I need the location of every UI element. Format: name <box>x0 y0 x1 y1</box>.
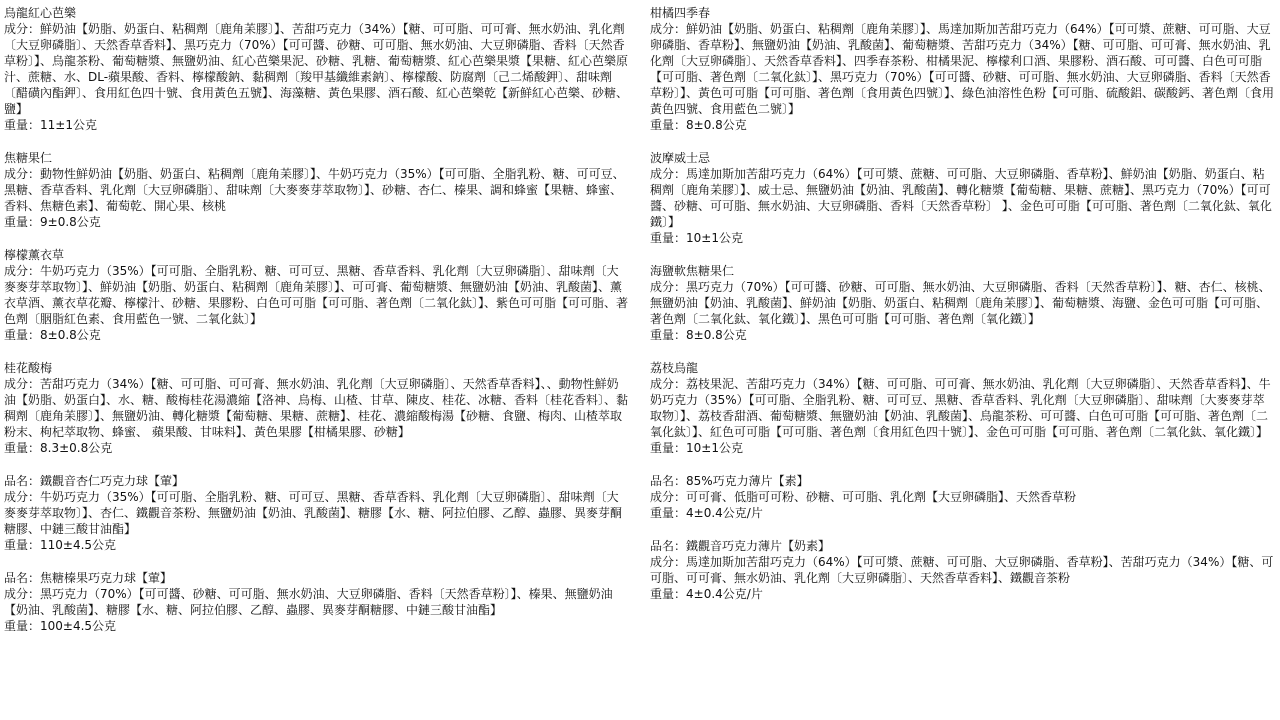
product-title: 品名：鐵觀音杏仁巧克力球【葷】 <box>4 474 185 488</box>
product-block <box>650 473 1276 521</box>
product-block <box>4 150 630 230</box>
product-ingredients: 成分：黑巧克力（70%）【可可醬、砂糖、可可脂、無水奶油、大豆卵磷脂、香料〔天然香草粉〕】、榛果、無鹽奶油【奶油、乳酸菌】、糖膠【水、糖、阿拉伯膠、乙醇、蟲膠、異麥芽酮糖膠、中鏈三酸甘油酯】 <box>4 587 613 617</box>
product-ingredients: 成分：荔枝果泥、苦甜巧克力（34%）【糖、可可脂、可可膏、無水奶油、乳化劑〔大豆卵磷脂〕、天然香草香料】、牛奶巧克力（35%）【可可脂、全脂乳粉、糖、可可豆、黑糖、香草香料、乳化劑〔大豆卵磷脂〕、甜味劑〔大麥麥芽萃取物〕】、荔枝香甜酒、葡萄糖漿、無鹽奶油【奶油、乳酸菌】、烏龍茶粉、可可醬、白色可可脂【可可脂、著色劑〔二氧化鈦〕】、紅色可可脂【可可脂、著色劑〔食用紅色四十號〕】、金色可可脂【可可脂、著色劑〔二氧化鈦、氧化鐵〕】 <box>650 377 1271 439</box>
product-weight: 重量：8±0.8公克 <box>650 328 747 342</box>
product-ingredients: 成分：鮮奶油【奶脂、奶蛋白、粘稠劑〔鹿角苿膠〕】、苦甜巧克力（34%）【糖、可可脂、可可膏、無水奶油、乳化劑〔大豆卵磷脂〕、天然香草香料】、黑巧克力（70%）【可可醬、砂糖、可可脂、無水奶油、大豆卵磷脂、香料〔天然香草粉〕】、烏龍茶粉、葡萄糖漿、無鹽奶油、紅心芭樂果泥、砂糖、乳糖、葡萄糖漿、紅心芭樂果漿【果糖、紅心芭樂原汁、蔗糖、水、DL-蘋果酸、香料、檸檬酸鈉、黏稠劑〔羧甲基纖維素鈉〕、檸檬酸、防腐劑〔己二烯酸鉀〕、甜味劑〔醋磺內酯鉀〕、食用紅色四十號、食用黃色五號】、海藻糖、黃色果膠、酒石酸、紅心芭樂乾【新鮮紅心芭樂、砂糖、鹽】 <box>4 22 629 116</box>
product-block <box>650 360 1276 456</box>
product-weight: 重量：110±4.5公克 <box>4 538 117 552</box>
product-weight: 重量：4±0.4公克/片 <box>650 587 763 601</box>
product-weight: 重量：10±1公克 <box>650 441 743 455</box>
product-title: 荔枝烏龍 <box>650 361 699 375</box>
product-block <box>4 360 630 456</box>
product-title: 波摩威士忌 <box>650 151 711 165</box>
product-weight: 重量：8±0.8公克 <box>4 328 101 342</box>
product-block <box>650 5 1276 133</box>
product-title: 柑橘四季春 <box>650 6 711 20</box>
product-ingredients: 成分：黑巧克力（70%）【可可醬、砂糖、可可脂、無水奶油、大豆卵磷脂、香料〔天然香草粉〕】、糖、杏仁、核桃、無鹽奶油【奶油、乳酸菌】、鮮奶油【奶脂、奶蛋白、粘稠劑〔鹿角苿膠〕】、葡萄糖漿、海鹽、金色可可脂【可可脂、著色劑〔二氧化鈦、氧化鐵〕】、黑色可可脂【可可脂、著色劑〔氧化鐵〕】 <box>650 280 1271 326</box>
product-weight: 重量：8.3±0.8公克 <box>4 441 113 455</box>
product-weight: 重量：100±4.5公克 <box>4 619 117 633</box>
product-ingredients: 成分：馬達加斯加苦甜巧克力（64%）【可可漿、蔗糖、可可脂、大豆卵磷脂、香草粉】、鮮奶油【奶脂、奶蛋白、粘稠劑〔鹿角苿膠〕】、威士忌、無鹽奶油【奶油、乳酸菌】、轉化糖漿【葡萄糖、果糖、蔗糖】、黑巧克力（70%）【可可醬、砂糖、可可脂、無水奶油、大豆卵磷脂、香料〔天然香草粉〕 】、金色可可脂【可可脂、著色劑〔二氧化鈦、氧化鐵〕】 <box>650 167 1272 229</box>
product-weight: 重量：9±0.8公克 <box>4 215 101 229</box>
product-ingredients: 成分：牛奶巧克力（35%）【可可脂、全脂乳粉、糖、可可豆、黑糖、香草香料、乳化劑〔大豆卵磷脂〕、甜味劑〔大麥麥芽萃取物〕】、杏仁、鐵觀音茶粉、無鹽奶油【奶油、乳酸菌】、糖膠【水、糖、阿拉伯膠、乙醇、蟲膠、異麥芽酮糖膠、中鏈三酸甘油酯】 <box>4 490 623 536</box>
product-title: 焦糖果仁 <box>4 151 53 165</box>
product-ingredients: 成分：動物性鮮奶油【奶脂、奶蛋白、粘稠劑〔鹿角苿膠〕】、牛奶巧克力（35%）【可可脂、全脂乳粉、糖、可可豆、黑糖、香草香料、乳化劑〔大豆卵磷脂〕、甜味劑〔大麥麥芽萃取物〕】、砂糖、杏仁、榛果、調和蜂蜜【果糖、蜂蜜、香料、焦糖色素】、葡萄乾、開心果、核桃 <box>4 167 625 213</box>
product-title: 桂花酸梅 <box>4 361 53 375</box>
product-block <box>4 570 630 634</box>
product-title: 海鹽軟焦糖果仁 <box>650 264 735 278</box>
product-title: 品名：85%巧克力薄片【素】 <box>650 474 809 488</box>
product-ingredients: 成分：鮮奶油【奶脂、奶蛋白、粘稠劑〔鹿角苿膠〕】、馬達加斯加苦甜巧克力（64%）【可可漿、蔗糖、可可脂、大豆卵磷脂、香草粉】、無鹽奶油【奶油、乳酸菌】、葡萄糖漿、苦甜巧克力（34%）【糖、可可脂、可可膏、無水奶油、乳化劑〔大豆卵磷脂〕、天然香草香料】、四季春茶粉、柑橘果泥、檸檬利口酒、果膠粉、酒石酸、可可醬、白色可可脂【可可脂、著色劑〔二氧化鈦〕】、黑巧克力（70%）【可可醬、砂糖、可可脂、無水奶油、大豆卵磷脂、香料〔天然香草粉〕】、黃色可可脂【可可脂、著色劑〔食用黃色四號〕】、綠色油溶性色粉【可可脂、硫酸鋁、碳酸鈣、著色劑〔食用黃色四號、食用藍色二號〕】 <box>650 22 1275 116</box>
product-title: 檸檬薰衣草 <box>4 248 65 262</box>
product-ingredients: 成分：苦甜巧克力（34%）【糖、可可脂、可可膏、無水奶油、乳化劑〔大豆卵磷脂〕、天然香草香料】、、動物性鮮奶油【奶脂、奶蛋白】、水、糖、酸梅桂花湯濃縮【洛神、烏梅、山楂、甘草、陳皮、桂花、冰糖、香料〔桂花香料〕、黏稠劑〔鹿角苿膠〕】、無鹽奶油、轉化糖漿【葡萄糖、果糖、蔗糖】、桂花、濃縮酸梅湯【砂糖、食鹽、梅肉、山楂萃取粉末、枸杞萃取物、蜂蜜、 蘋果酸、甘味料】、黃色果膠【柑橘果膠、砂糖】 <box>4 377 629 439</box>
product-block <box>650 538 1276 602</box>
product-block <box>650 263 1276 343</box>
product-title: 烏龍紅心芭樂 <box>4 6 77 20</box>
right-column <box>650 5 1276 619</box>
product-block <box>4 5 630 133</box>
product-ingredients: 成分：牛奶巧克力（35%）【可可脂、全脂乳粉、糖、可可豆、黑糖、香草香料、乳化劑〔大豆卵磷脂〕、甜味劑〔大麥麥芽萃取物〕】、鮮奶油【奶脂、奶蛋白、粘稠劑〔鹿角苿膠〕】、可可膏、葡萄糖漿、無鹽奶油【奶油、乳酸菌】、薰衣草酒、薰衣草花瓣、檸檬汁、砂糖、果膠粉、白色可可脂【可可脂、著色劑〔二氧化鈦〕】、紫色可可脂【可可脂、著色劑〔胭脂紅色素、食用藍色一號、二氧化鈦〕】 <box>4 264 629 326</box>
left-column <box>4 5 630 651</box>
product-weight: 重量：11±1公克 <box>4 118 97 132</box>
product-weight: 重量：8±0.8公克 <box>650 118 747 132</box>
product-title: 品名：鐵觀音巧克力薄片【奶素】 <box>650 539 831 553</box>
product-block <box>650 150 1276 246</box>
product-ingredients: 成分：可可膏、低脂可可粉、砂糖、可可脂、乳化劑【大豆卵磷脂】、天然香草粉 <box>650 490 1077 504</box>
product-title: 品名：焦糖榛果巧克力球【葷】 <box>4 571 173 585</box>
product-block <box>4 247 630 343</box>
product-ingredients: 成分：馬達加斯加苦甜巧克力（64%）【可可漿、蔗糖、可可脂、大豆卵磷脂、香草粉】、苦甜巧克力（34%）【糖、可可脂、可可膏、無水奶油、乳化劑〔大豆卵磷脂〕、天然香草香料】、鐵觀音茶粉 <box>650 555 1274 585</box>
product-block <box>4 473 630 553</box>
product-weight: 重量：4±0.4公克/片 <box>650 506 763 520</box>
product-weight: 重量：10±1公克 <box>650 231 743 245</box>
